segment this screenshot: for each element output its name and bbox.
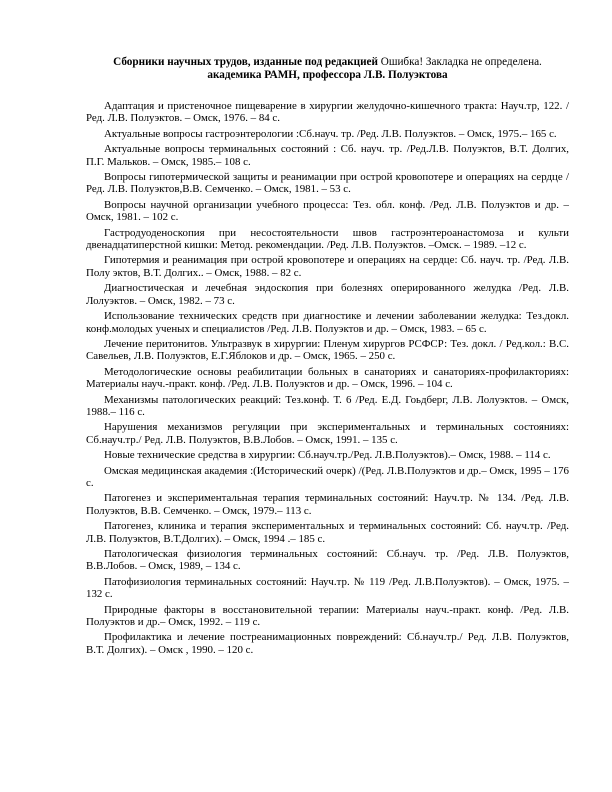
bibliography-entry: Механизмы патологических реакций: Тез.конф. Т. 6 /Ред. Е.Д. Гоьдберг, Л.В. Лолуэктов. – Омск, 1988.– 116 с. — [86, 393, 569, 418]
bookmark-error-text: Ошибка! Закладка не определена. — [377, 56, 542, 68]
title-line-1: Сборники научных трудов, изданные под редакцией — [113, 56, 378, 68]
bibliography-entry: Новые технические средства в хирургии: Сб.науч.тр./Ред. Л.В.Полуэктов).– Омск, 1988. – 114 с. — [104, 449, 551, 462]
bibliography-entry: Патогенез, клиника и терапия экспериментальных и терминальных состояний: Сб. науч.тр. /Ред. Л.В. Полуэктов, В.Т.Долгих). – Омск, 1994 .– 185 с. — [86, 520, 569, 545]
bibliography-entry: Гипотермия и реанимация при острой кровопотере и операциях на сердце: Сб. науч. тр. /Ред. Л.В. Полу эктов, В.Т. Долгих.. – Омск, 1988. – 82 с. — [86, 254, 569, 279]
bibliography-entry: Патофизиология терминальных состояний: Науч.тр. № 119 /Ред. Л.В.Полуэктов). – Омск, 1975. – 132 с. — [86, 575, 569, 601]
bibliography-entry: Омская медицинская академия :(Исторический очерк) /(Ред. Л.В.Полуэктов и др.– Омск, 1995 – 176 с. — [86, 464, 569, 489]
bibliography-entry: Патогенез и экспериментальная терапия терминальных состояний: Науч.тр. № 134. /Ред. Л.В. Полуэктов, В.В. Семченко. – Омск, 1979.– 113 с. — [86, 492, 569, 517]
bibliography-entry: Использование технических средств при диагностике и лечении заболевании желудка: Тез.докл. конф.молодых ученых и специалистов /Ред. Л.В. Полуэктов и др. – Омск, 1983. – 65 с. — [86, 310, 569, 335]
bibliography-entry: Диагностическая и лечебная эндоскопия при болезнях оперированного желудка /Ред. Л.В. Лолуэктов. – Омск, 1982. – 73 с. — [86, 282, 569, 307]
bibliography-entry: Профилактика и лечение постреанимационных повреждений: Сб.науч.тр./ Ред. Л.В. Полуэктов, В.Т. Долгих). – Омск , 1990. – 120 с. — [86, 631, 569, 656]
bibliography-entry: Методологические основы реабилитации больных в санаториях и санаториях-профилакториях: Материалы науч.-практ. конф. /Ред. Л.В. Полуэктов и др. – Омск, 1996. – 104 с. — [86, 365, 569, 391]
bibliography-entry: Патологическая физиология терминальных состояний: Сб.науч. тр. /Ред. Л.В. Полуэктов, В.В.Лобов. – Омск, 1989, – 134 с. — [86, 548, 569, 573]
document-title — [86, 56, 569, 82]
bibliography-entry: Гастродуоденоскопия при несостоятельности швов гастроэнтероанастомоза и культи двенадцатиперстной кишки: Метод. рекомендации. /Ред. Л.В. Полуэктов. –Омск. – 1989. –12 с. — [86, 226, 569, 252]
bibliography-entry: Вопросы гипотермической защиты и реанимации при острой кровопотере и операциях на сердце / Ред. Л.В. Полуэктов,В.В. Семченко. – Омск, 1981. – 53 с. — [86, 171, 569, 196]
bibliography-entry: Вопросы научной организации учебного процесса: Тез. обл. конф. /Ред. Л.В. Полуэктов и др. – Омск, 1981. – 102 с. — [86, 198, 569, 224]
bibliography-entry: Лечение перитонитов. Ультразвук в хирургии: Пленум хирургов РСФСР: Тез. докл. / Ред.кол.: В.С. Савельев, Л.В. Полуэктов, Е.Г.Яблоков и др. – Омск, 1965. – 250 с. — [86, 337, 569, 363]
title-line-2: академика РАМН, профессора Л.В. Полуэктова — [207, 69, 448, 81]
bibliography-entry: Адаптация и пристеночное пищеварение в хирургии желудочно-кишечного тракта: Науч.тр, 122. /Ред. Л.В. Полуэктов. – Омск, 1976. – 84 с. — [86, 100, 569, 125]
document-page — [86, 56, 569, 659]
bibliography-entry: Актуальные вопросы гастроэнтерологии :Сб.науч. тр. /Ред. Л.В. Полуэктов. – Омск, 1975.– 165 с. — [104, 127, 557, 140]
bibliography-entry: Природные факторы в восстановительной терапии: Материалы науч.-практ. конф. /Ред. Л.В. Полуэктов и др.– Омск, 1992. – 119 с. — [86, 603, 569, 629]
bibliography-entry: Актуальные вопросы терминальных состояний : Сб. науч. тр. /Ред.Л.В. Полуэктов, В.Т. Долгих, П.Г. Мальков. – Омск, 1985.– 108 с. — [86, 143, 569, 168]
bibliography-list — [86, 100, 569, 656]
bibliography-entry: Нарушения механизмов регуляции при экспериментальных и терминальных состояниях: Сб.науч.тр./ Ред. Л.В. Полуэктов, В.В.Лобов. – Омск, 1991. – 135 с. — [86, 421, 569, 446]
